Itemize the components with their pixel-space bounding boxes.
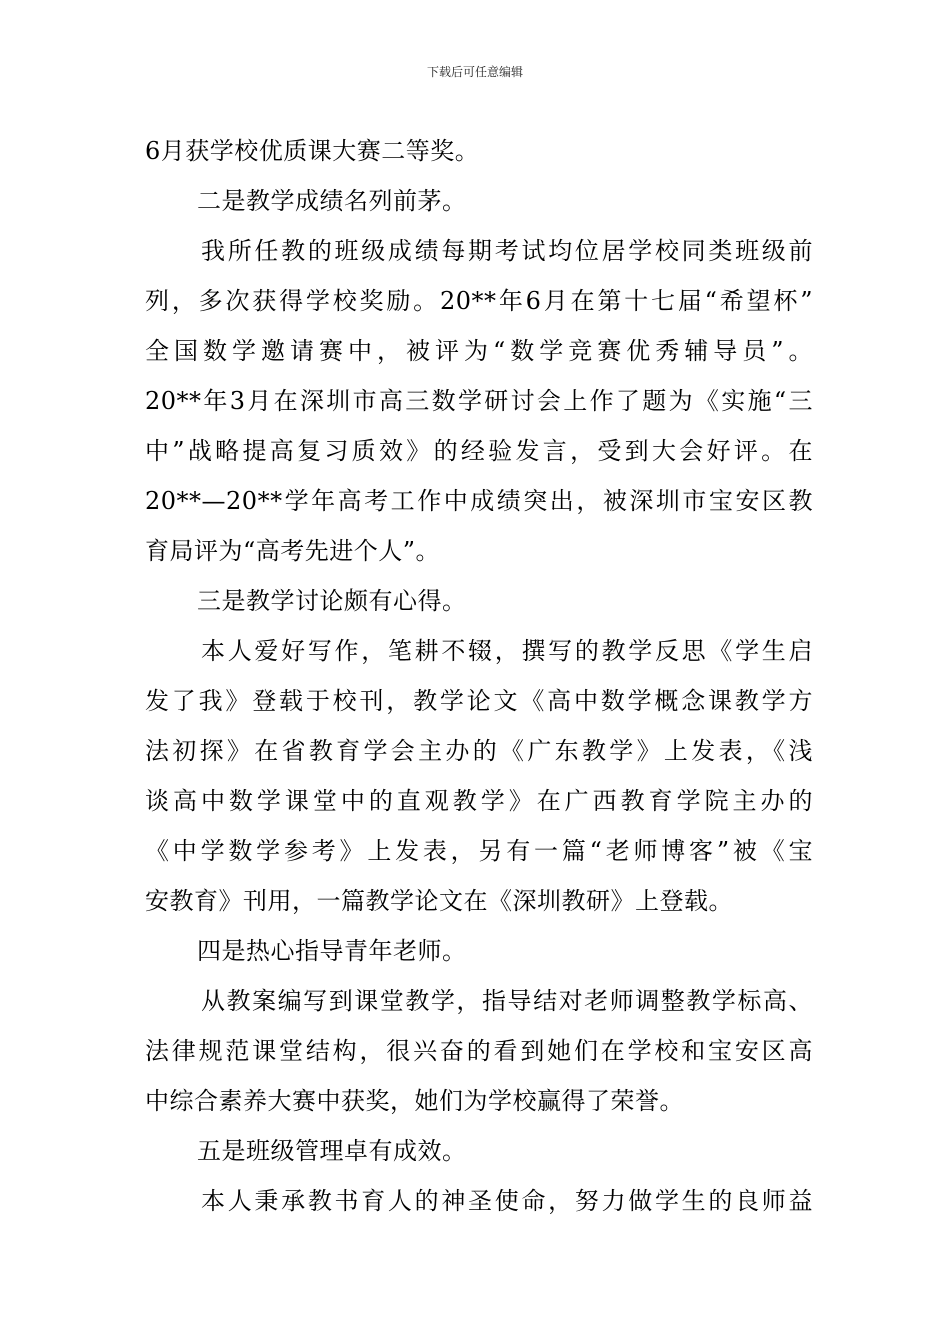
text-line: 本人爱好写作，笔耕不辍，撰写的教学反思《学生启 [201, 637, 813, 665]
text-line: 发了我》登载于校刊，教学论文《高中数学概念课教学方 [145, 687, 813, 715]
section-heading-4: 四是热心指导青年老师。 [197, 937, 467, 965]
text-line: 全国数学邀请赛中，被评为“数学竞赛优秀辅导员”。 [145, 337, 813, 365]
text-line: 育局评为“高考先进个人”。 [145, 537, 441, 565]
text-line: 6月获学校优质课大赛二等奖。 [145, 137, 480, 165]
text-line: 法律规范课堂结构，很兴奋的看到她们在学校和宝安区高 [145, 1037, 813, 1065]
text-line: 中综合素养大赛中获奖，她们为学校赢得了荣誉。 [145, 1087, 684, 1115]
text-line: 从教案编写到课堂教学，指导结对老师调整教学标高、 [201, 987, 813, 1015]
text-line: 中”战略提高复习质效》的经验发言，受到大会好评。在 [145, 437, 813, 465]
text-line: 法初探》在省教育学会主办的《广东教学》上发表，《浅 [145, 737, 813, 765]
page-header-note: 下载后可任意编辑 [426, 65, 523, 79]
text-line: 20**年3月在深圳市高三数学研讨会上作了题为《实施“三 [145, 387, 813, 415]
text-line: 本人秉承教书育人的神圣使命，努力做学生的良师益 [201, 1187, 813, 1215]
section-heading-3: 三是教学讨论颇有心得。 [197, 587, 467, 615]
text-line: 20**—20**学年高考工作中成绩突出，被深圳市宝安区教 [145, 487, 813, 515]
text-line: 列，多次获得学校奖励。20**年6月在第十七届“希望杯” [145, 287, 813, 315]
section-heading-5: 五是班级管理卓有成效。 [197, 1137, 467, 1165]
text-line: 我所任教的班级成绩每期考试均位居学校同类班级前 [201, 237, 813, 265]
section-heading-2: 二是教学成绩名列前茅。 [197, 187, 467, 215]
document-body [145, 126, 813, 1226]
text-line: 谈高中数学课堂中的直观教学》在广西教育学院主办的 [145, 787, 813, 815]
text-line: 安教育》刊用，一篇教学论文在《深圳教研》上登载。 [145, 887, 733, 915]
text-line: 《中学数学参考》上发表，另有一篇“老师博客”被《宝 [145, 837, 813, 865]
